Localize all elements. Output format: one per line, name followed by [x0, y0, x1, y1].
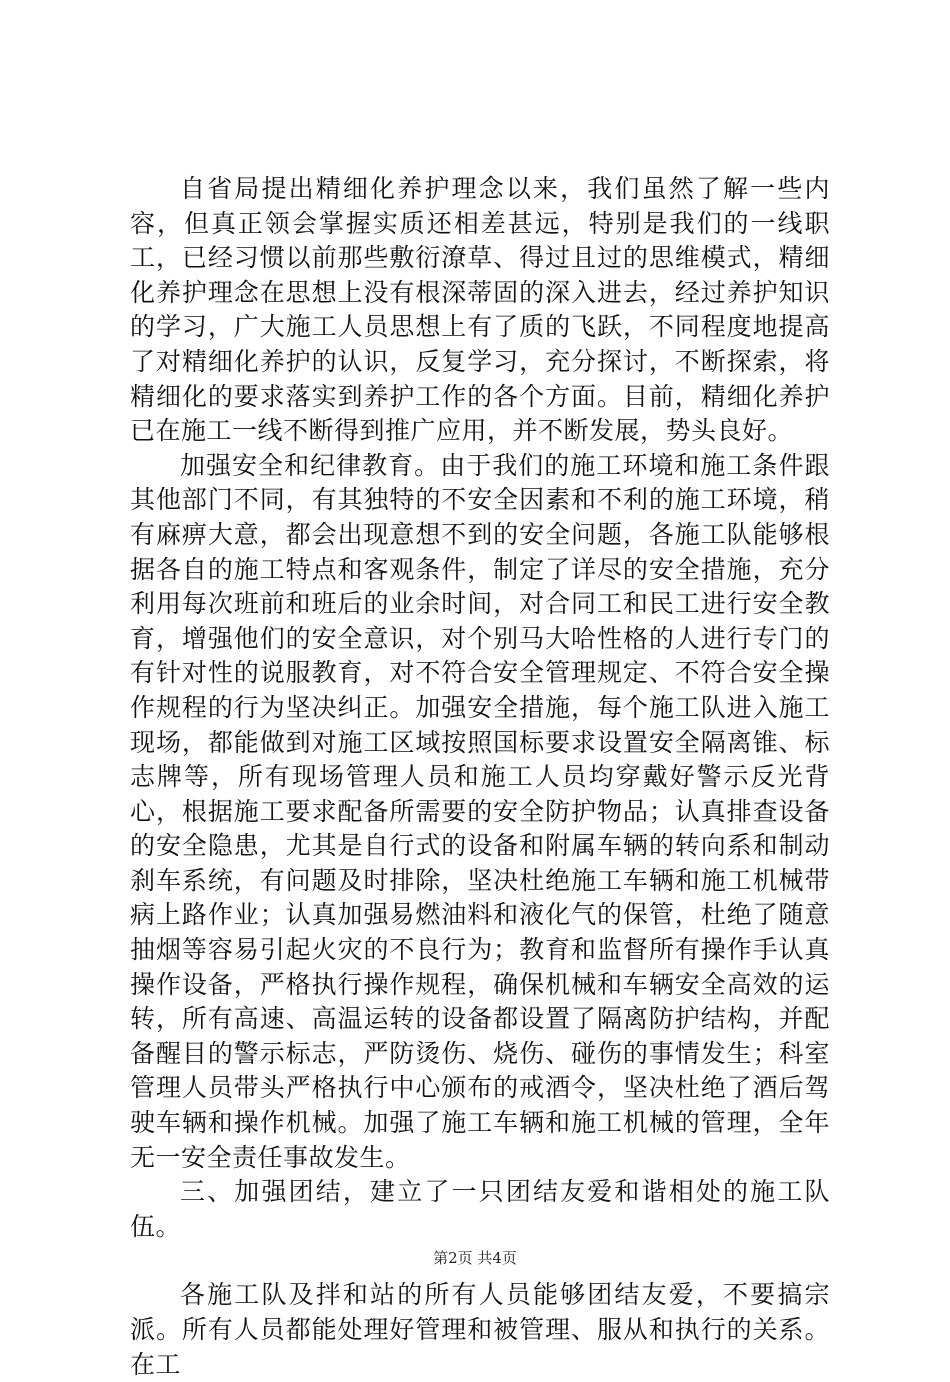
paragraph-fine-maintenance: 自省局提出精细化养护理念以来，我们虽然了解一些内容，但真正领会掌握实质还相差甚远，特别是我们的一线职工，已经习惯以前那些敷衍潦草、得过且过的思维模式，精细化养护理念在思想上没有根深蒂固的深入进去，经过养护知识的学习，广大施工人员思想上有了质的飞跃，不同程度地提高了对精细化养护的认识，反复学习，充分探讨，不断探索，将精细化的要求落实到养护工作的各个方面。目前，精细化养护已在施工一线不断得到推广应用，并不断发展，势头良好。 [130, 174, 830, 446]
paragraph-team-unity: 各施工队及拌和站的所有人员能够团结友爱，不要搞宗派。所有人员都能处理好管理和被管理、服从和执行的关系。在工 [130, 1280, 830, 1379]
paragraph-safety-education: 加强安全和纪律教育。由于我们的施工环境和施工条件跟其他部门不同，有其独特的不安全因素和不利的施工环境，稍有麻痹大意，都会出现意想不到的安全问题，各施工队能够根据各自的施工特点和客观条件，制定了详尽的安全措施，充分利用每次班前和班后的业余时间，对合同工和民工进行安全教育，增强他们的安全意识，对个别马大哈性格的人进行专门的有针对性的说服教育，对不符合安全管理规定、不符合安全操作规程的行为坚决纠正。加强安全措施，每个施工队进入施工现场，都能做到对施工区域按照国标要求设置安全隔离锥、标志牌等，所有现场管理人员和施工人员均穿戴好警示反光背心，根据施工要求配备所需要的安全防护物品；认真排查设备的安全隐患，尤其是自行式的设备和附属车辆的转向系和制动刹车系统，有问题及时排除，坚决杜绝施工车辆和施工机械带病上路作业；认真加强易燃油料和液化气的保管，杜绝了随意抽烟等容易引起火灾的不良行为；教育和监督所有操作手认真操作设备，严格执行操作规程，确保机械和车辆安全高效的运转，所有高速、高温运转的设备都设置了隔离防护结构，并配备醒目的警示标志，严防烫伤、烧伤、碰伤的事情发生；科室管理人员带头严格执行中心颁布的戒酒令，坚决杜绝了酒后驾驶车辆和操作机械。加强了施工车辆和施工机械的管理，全年无一安全责任事故发生。 [130, 450, 830, 1172]
page-number-footer: 第2页 共4页 [433, 1249, 517, 1267]
section-heading-unity: 三、加强团结，建立了一只团结友爱和谐相处的施工队伍。 [130, 1177, 830, 1241]
document-body [130, 172, 830, 1382]
